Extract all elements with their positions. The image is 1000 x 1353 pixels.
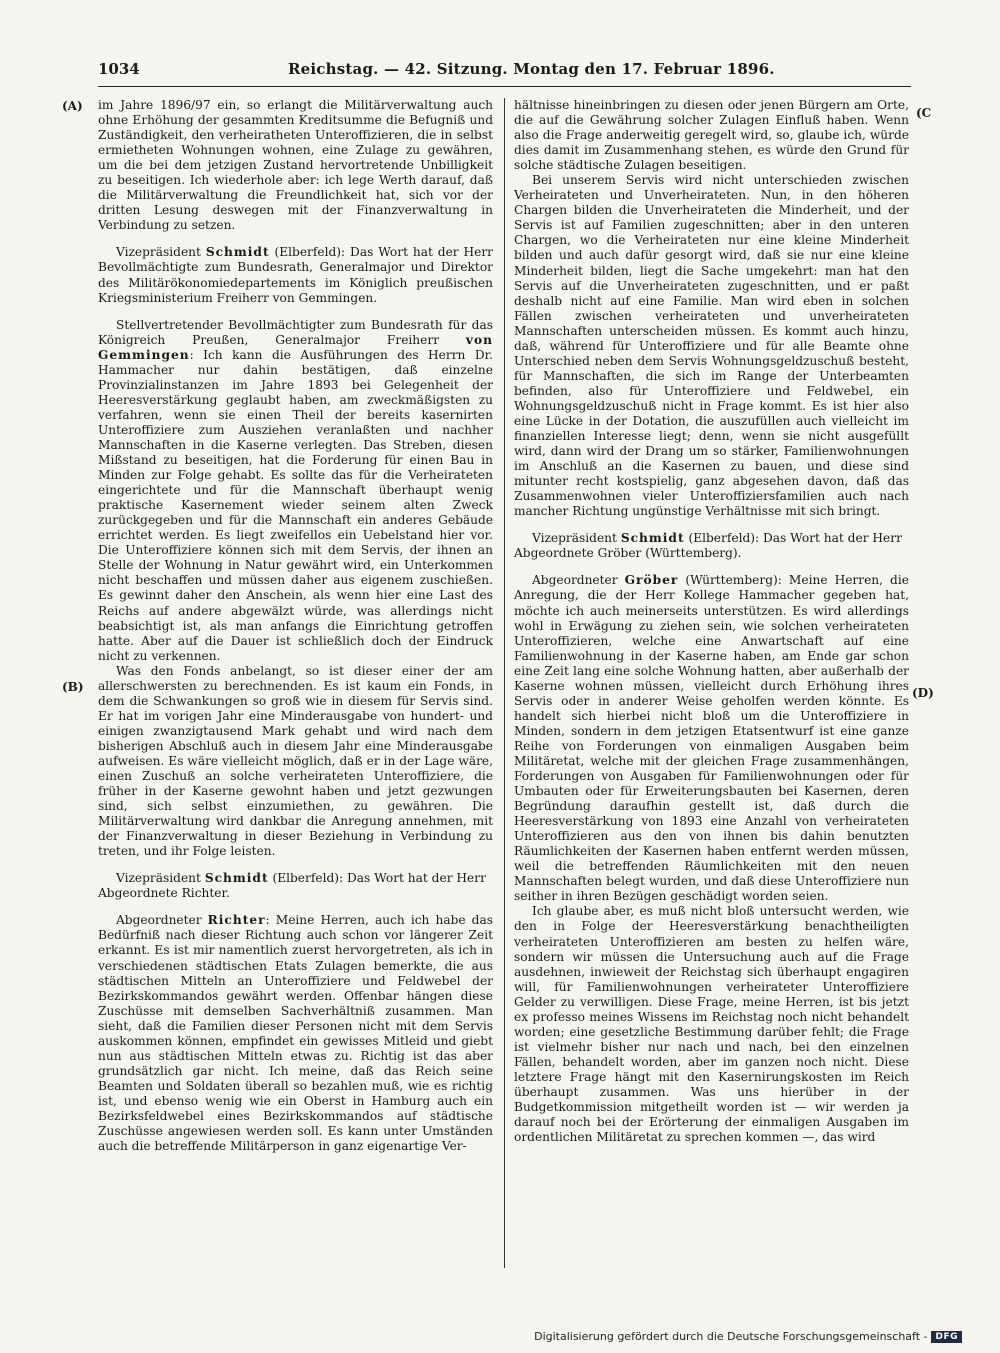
- speech-text: : Ich kann die Ausführungen des Herrn Dr. Hammacher nur dahin bestätigen, daß einzelne Provinzialinstanzen im Jahre 1893 bei Gelegenheit der Heeresverstärkung geglaubt haben, am zweckmäßigsten zu verfahren, wenn sie einen Theil der bereits kasernirten Unteroffiziere zum Ausziehen veranlaßten und nachher Mannschaften in die Kaserne verlegten. Das Streben, diesen Mißstand zu beseitigen, hat die Forderung für einen Bau in Minden zur Folge gehabt. Es sollte das für die Verheirateten eingerichtete und für die Mannschaft überhaupt wenig praktische Kasernement wieder seinem alten Zweck zurückgegeben und für die Mannschaft ein anderes Gebäude errichtet werden. Es liegt zweifellos ein Uebelstand hier vor. Die Unteroffiziere können sich mit dem Servis, der ihnen an Stelle der Wohnung in Natur gewährt wird, ein Unterkommen nicht beschaffen und müssen daher aus eigenem zuschießen. Es gewinnt daher den Anschein, als wenn hier eine Last des Reichs auf andere abgewälzt würde, was allerdings nicht beabsichtigt ist, als man anfangs die Einrichtung getroffen hatte. Aber auf die Dauer ist schließlich doch der Eindruck nicht zu verkennen.: [98, 347, 493, 663]
- paragraph: im Jahre 1896/97 ein, so erlangt die Militärverwaltung auch ohne Erhöhung der gesammten Kreditsumme die Befugniß und Zuständigkeit, den verheiratheten Unteroffizieren, die in selbst ermietheten Wohnungen wohnen, eine Zulage zu gewähren, um die bei dem jetzigen Zustand hervortretende Unbilligkeit zu beseitigen. Ich wiederhole aber: ich lege Werth darauf, daß die Militärverwaltung die Freundlichkeit hat, sich vor der dritten Lesung deswegen mit der Finanzverwaltung in Verbindung zu setzen.: [98, 98, 493, 233]
- header-rule: [98, 86, 911, 87]
- right-column: [514, 98, 909, 1145]
- speaker-role: Abgeordneter: [116, 913, 208, 928]
- speaker-name: Schmidt: [204, 871, 269, 886]
- paragraph: Bei unserem Servis wird nicht unterschieden zwischen Verheirateten und Unverheirateten. Nun, in den höheren Chargen bilden die Unverheirateten die Minderheit, und der Servis ist auf Familien zugeschnitten; aber in den unteren Chargen, wo die Verheirateten nur eine kleine Minderheit bilden und auch dafür gesorgt wird, daß sie nur eine kleine Minderheit bilden, liegt die Sache umgekehrt: man hat den Servis auf die Unverheirateten zugeschnitten, und er paßt deshalb nicht auf eine Familie. Man wird eben in solchen Fällen zwischen verheirateten und unverheirateten Mannschaften unterscheiden müssen. Es kommt auch hinzu, daß, während für Unteroffiziere und für alle Beamte ohne Unterschied neben dem Servis Wohnungsgeldzuschuß besteht, für Mannschaften, die sich im Range der Unterbeamten befinden, also für Unteroffiziere und Feldwebel, ein Wohnungsgeldzuschuß nicht in Frage kommt. Es ist hier also eine Lücke in der Dotation, die auszufüllen auch vielleicht im finanziellen Interesse liegt; denn, wenn sie nicht ausgefüllt wird, dann wird der Drang um so stärker, Familienwohnungen im Anschluß an die Kasernen zu bauen, und diese sind mitunter recht kostspielig, ganz abgesehen davon, daß das Zusammenwohnen vieler Unteroffiziersfamilien auch nach mancher Richtung ungünstige Verhältnisse mit sich bringt.: [514, 173, 909, 519]
- speech-text: (Württemberg): Meine Herren, die Anregung, die der Herr Kollege Hammacher gegeben hat, möchte ich auch meinerseits unterstützen. Es wird allerdings wohl in Erwägung zu ziehen sein, wie solchen verheirateten Unteroffizieren, welche eine Anwartschaft auf eine Familienwohnung in der Kaserne haben, am Ende gar schon eine Zeit lang eine solche Wohnung hatten, aber außerhalb der Kaserne wohnen müssen, vielleicht durch Erhöhung ihres Servis oder in anderer Weise geholfen werden könnte. Es handelt sich hierbei nicht bloß um die Unteroffiziere in Minden, sondern in dem jetzigen Etatsentwurf ist eine ganze Reihe von Forderungen von einmaligen Ausgaben beim Militäretat, welche mit der gleichen Frage zusammenhängen, Forderungen von Ausgaben für Familienwohnungen oder für Umbauten oder für Erweiterungsbauten bei Kasernen, deren Begründung daraufhin gestellt ist, daß durch die Heeresverstärkung von 1893 eine Anzahl von verheirateten Unteroffizieren aus den von ihnen bis dahin benutzten Räumlichkeiten der Kasernen haben entfernt werden müssen, weil die betreffenden Räumlichkeiten mit den neuen Mannschaften belegt wurden, und daß diese Unteroffiziere nun seither in ihren Bezügen geschädigt worden seien.: [514, 573, 909, 904]
- paragraph: Was den Fonds anbelangt, so ist dieser einer der am allerschwersten zu berechnenden. Es ist kaum ein Fonds, in dem die Schwankungen so groß wie in diesem für Servis sind. Er hat im vorigen Jahr eine Minderausgabe von hundert- und einigen zwanzigtausend Mark gehabt und wird nach dem bisherigen Abschluß auch in diesem Jahr eine Minderausgabe aufweisen. Es wäre vielleicht möglich, daß er in der Lage wäre, einen Zuschuß an solche verheirateten Unteroffiziere, die früher in der Kaserne gewohnt haben und jetzt gezwungen sind, sich selbst einzumiethen, zu gewähren. Die Militärverwaltung wird dankbar die Anregung annehmen, mit der Finanzverwaltung in dieser Beziehung in Verbindung zu treten, und ihr Folge leisten.: [98, 663, 493, 859]
- speaker-role: Stellvertretender Bevollmächtigter zum Bundesrath für das Königreich Preußen, Generalmajor Freiherr: [98, 317, 493, 347]
- speaker-name: Richter: [207, 913, 266, 928]
- speech-text: : Meine Herren, auch ich habe das Bedürfniß nach dieser Richtung auch schon vor längerer Zeit erkannt. Es ist mir namentlich zuerst hervorgetreten, als ich in verschiedenen städtischen Etats Zulagen bemerkte, die aus städtischen Mitteln an Unteroffiziere und Feldwebel der Bezirkskommandos gewährt werden. Offenbar hängen diese Zuschüsse mit demselben Sachverhältniß zusammen. Man sieht, daß die Familien dieser Personen nicht mit dem Servis auskommen können, empfindet ein gewisses Mitleid und giebt nun aus städtischen Mitteln etwas zu. Richtig ist das aber grundsätzlich gar nicht. Ich meine, daß das Reich seine Beamten und Soldaten überall so bezahlen muß, wie es richtig ist, und ebenso wenig wie ein Oberst in Hamburg auch ein Bezirksfeldwebel eines Bezirkskommandos auf städtische Zuschüsse angewiesen werden soll. Es kann unter Umständen auch die betreffende Militärperson in ganz eigenartige Ver-: [98, 913, 493, 1154]
- margin-mark-a: (A): [62, 99, 83, 113]
- page-header: [98, 60, 911, 82]
- dfg-logo: DFG: [931, 1331, 962, 1343]
- speech-text: (Elberfeld): Das Wort hat der Herr Abgeordnete Gröber (Württemberg).: [514, 531, 902, 561]
- speaker-paragraph: [514, 573, 909, 904]
- speaker-name: von Gemmingen: [98, 332, 493, 362]
- speaker-role: Vizepräsident: [116, 871, 205, 886]
- left-column: [98, 98, 493, 1154]
- margin-mark-b: (B): [62, 680, 84, 694]
- speaker-name: Gröber: [624, 573, 679, 588]
- speaker-paragraph: [514, 531, 909, 561]
- running-title: Reichstag. — 42. Sitzung. Montag den 17. Februar 1896.: [288, 60, 775, 78]
- margin-mark-c: (C: [916, 106, 932, 120]
- speaker-name: Schmidt: [205, 245, 270, 260]
- speaker-paragraph: [98, 245, 493, 305]
- margin-mark-d: (D): [912, 686, 934, 700]
- speaker-name: Schmidt: [620, 531, 685, 546]
- speech-text: (Elberfeld): Das Wort hat der Herr Bevollmächtigte zum Bundesrath, Generalmajor und Direktor des Militärökonomiedepartements im Königlich preußischen Kriegsministerium Freiherr von Gemmingen.: [98, 245, 493, 305]
- speaker-paragraph: [98, 913, 493, 1154]
- credit-text: Digitalisierung gefördert durch die Deutsche Forschungsgemeinschaft -: [534, 1330, 928, 1343]
- paragraph: hältnisse hineinbringen zu diesen oder jenen Bürgern am Orte, die auf die Gewährung solcher Zulagen Einfluß haben. Wenn also die Frage anderweitig geregelt wird, so, glaube ich, würde dies damit im Zusammenhang stehen, es würde den Grund für solche städtische Zulagen beseitigen.: [514, 98, 909, 173]
- digitization-credit: [534, 1330, 962, 1343]
- speaker-paragraph: [98, 318, 493, 664]
- speaker-role: Vizepräsident: [116, 245, 206, 260]
- page-number: 1034: [98, 60, 140, 78]
- speech-text: (Elberfeld): Das Wort hat der Herr Abgeordnete Richter.: [98, 871, 486, 901]
- speaker-paragraph: [98, 871, 493, 901]
- paragraph: Ich glaube aber, es muß nicht bloß untersucht werden, wie den in Folge der Heeresverstärkung benachtheiligten verheirateten Unteroffizieren am besten zu helfen wäre, sondern wir müssen die Untersuchung auch auf die Frage ausdehnen, inwieweit der Reichstag sich überhaupt engagiren will, für Familienwohnungen verheirateter Unteroffiziere Gelder zu verwilligen. Diese Frage, meine Herren, ist bis jetzt ex professo meines Wissens im Reichstag noch nicht behandelt worden; eine gesetzliche Bestimmung darüber fehlt; die Frage ist vielmehr bisher nur nach und nach, bei den einzelnen Fällen, behandelt worden, aber im ganzen noch nicht. Diese letztere Frage hängt mit den Kasernirungskosten im Reich überhaupt zusammen. Was uns hierüber in der Budgetkommission mitgetheilt worden ist — wir werden ja darauf noch bei der Erörterung der einmaligen Ausgaben im ordentlichen Militäretat zu sprechen kommen —, das wird: [514, 904, 909, 1145]
- speaker-role: Abgeordneter: [532, 573, 625, 588]
- speaker-role: Vizepräsident: [532, 531, 621, 546]
- column-divider: [504, 98, 505, 1268]
